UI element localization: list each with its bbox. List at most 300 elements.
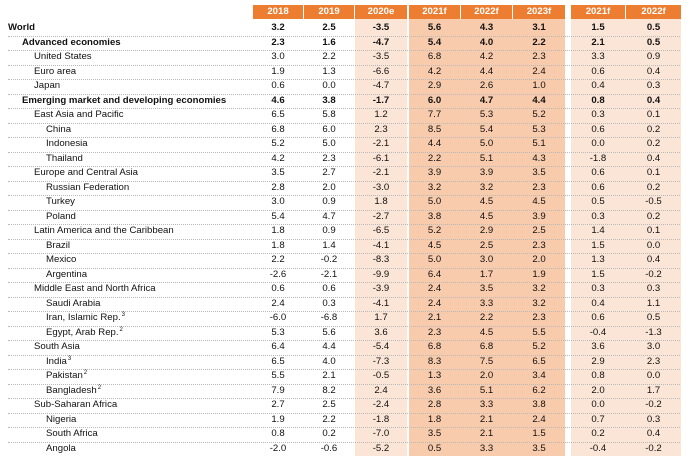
cell-2020e: -6.1 xyxy=(372,152,390,164)
cell-right-2022f: 0.0 xyxy=(646,239,661,251)
cell-2018: -2.6 xyxy=(269,268,287,280)
cell-2021f: 2.4 xyxy=(427,297,442,309)
cell-2021f: 3.8 xyxy=(427,210,442,222)
cell-right-2021f: 0.0 xyxy=(591,138,605,149)
cell-2019: 8.2 xyxy=(322,384,336,396)
cell-right-2021f: -0.4 xyxy=(589,442,607,454)
row-label-text: Europe and Central Asia xyxy=(34,167,138,178)
table-row xyxy=(0,297,690,312)
row-label-text: Mexico xyxy=(46,254,77,265)
cell-right-2021f: 0.2 xyxy=(591,428,605,439)
cell-right-2021f: 0.0 xyxy=(591,399,605,410)
cell-right-2021f: 0.8 xyxy=(591,94,605,106)
table-row xyxy=(0,384,690,399)
row-label xyxy=(46,427,98,442)
cell-2020e: 3.6 xyxy=(374,326,388,338)
cell-2023f: 2.3 xyxy=(532,312,546,323)
cell-right-2021f: 0.6 xyxy=(591,312,605,323)
cell-2018: 0.8 xyxy=(271,428,285,439)
row-label-text: Iran, Islamic Rep. xyxy=(46,312,121,323)
cell-2023f: 2.3 xyxy=(532,181,546,193)
table-row xyxy=(0,253,690,268)
cell-2019: 5.8 xyxy=(322,109,336,120)
cell-right-2022f: 0.5 xyxy=(646,22,661,33)
header-right-2021f: 2021f xyxy=(571,5,625,19)
cell-right-2021f: 0.5 xyxy=(591,196,605,207)
row-label-text: Brazil xyxy=(46,239,70,251)
row-label xyxy=(46,326,123,341)
cell-2021f: 0.5 xyxy=(427,442,442,454)
cell-2020e: 1.7 xyxy=(374,312,388,323)
table-row xyxy=(0,181,690,196)
row-label-text: Emerging market and developing economies xyxy=(22,94,227,106)
cell-2021f: 5.6 xyxy=(427,22,442,33)
cell-2022f: 5.0 xyxy=(479,138,494,149)
cell-right-2021f: 0.4 xyxy=(591,297,605,309)
cell-2018: -6.0 xyxy=(269,312,287,323)
cell-2019: 4.7 xyxy=(322,210,336,222)
cell-2023f: 1.9 xyxy=(532,268,546,280)
cell-2022f: 7.5 xyxy=(479,355,494,367)
cell-2018: 3.2 xyxy=(271,22,285,33)
cell-2020e: -6.6 xyxy=(372,65,390,77)
cell-2019: 6.0 xyxy=(322,123,336,135)
footnote-marker: 2 xyxy=(97,384,102,391)
cell-2019: 4.0 xyxy=(322,355,336,367)
cell-right-2022f: -0.5 xyxy=(645,196,662,207)
cell-2022f: 3.5 xyxy=(479,283,494,294)
cell-2023f: 3.5 xyxy=(532,167,546,178)
row-label xyxy=(34,282,156,297)
cell-2020e: -7.0 xyxy=(372,428,390,439)
table-row xyxy=(0,340,690,355)
row-label-text: Latin America and the Caribbean xyxy=(34,225,174,236)
cell-right-2021f: 1.5 xyxy=(591,239,605,251)
cell-2023f: 3.8 xyxy=(532,399,546,410)
cell-right-2022f: 0.2 xyxy=(646,210,661,222)
row-label-text: Pakistan xyxy=(46,370,83,381)
cell-2020e: -3.5 xyxy=(372,22,390,33)
cell-2020e: -6.5 xyxy=(372,225,390,236)
row-label-text: Bangladesh xyxy=(46,384,97,396)
cell-right-2021f: 0.4 xyxy=(591,80,605,91)
cell-2019: 2.5 xyxy=(322,22,336,33)
cell-2018: 5.2 xyxy=(271,138,285,149)
table-row xyxy=(0,355,690,370)
cell-2019: -0.6 xyxy=(320,442,338,454)
cell-2019: 0.3 xyxy=(322,297,336,309)
cell-2020e: -4.7 xyxy=(372,36,390,48)
cell-2022f: 5.1 xyxy=(479,152,494,164)
cell-2020e: -2.4 xyxy=(372,399,390,410)
row-label xyxy=(46,253,76,268)
cell-right-2022f: 1.1 xyxy=(646,297,661,309)
cell-2020e: -7.3 xyxy=(372,355,390,367)
cell-2021f: 4.5 xyxy=(427,239,442,251)
cell-2018: 5.4 xyxy=(271,210,285,222)
cell-2021f: 2.3 xyxy=(427,326,442,338)
row-label-text: Turkey xyxy=(46,196,75,207)
cell-2023f: 3.1 xyxy=(532,22,546,33)
cell-2019: 1.4 xyxy=(322,239,336,251)
row-label-text: Egypt, Arab Rep. xyxy=(46,326,119,338)
cell-right-2021f: 1.5 xyxy=(591,22,605,33)
row-label xyxy=(46,413,76,428)
cell-2021f: 5.4 xyxy=(427,36,442,48)
cell-2022f: 4.3 xyxy=(479,22,494,33)
cell-2019: 2.2 xyxy=(322,51,336,62)
cell-right-2022f: 0.3 xyxy=(646,80,661,91)
cell-2018: 0.6 xyxy=(271,80,285,91)
cell-2021f: 6.4 xyxy=(427,268,442,280)
cell-2018: 2.7 xyxy=(271,399,285,410)
row-label xyxy=(46,297,100,312)
cell-right-2022f: 0.9 xyxy=(646,51,661,62)
cell-2023f: 2.4 xyxy=(532,65,546,77)
row-label xyxy=(34,50,92,65)
row-label xyxy=(46,137,88,152)
cell-2023f: 3.4 xyxy=(532,370,546,381)
cell-right-2022f: 0.4 xyxy=(646,254,661,265)
cell-2018: 7.9 xyxy=(271,384,285,396)
cell-2020e: -4.1 xyxy=(372,239,390,251)
cell-2022f: 4.4 xyxy=(479,65,494,77)
cell-2021f: 2.4 xyxy=(427,283,442,294)
row-label-text: South Africa xyxy=(46,428,98,439)
cell-2020e: 1.8 xyxy=(374,196,388,207)
table-row xyxy=(0,79,690,94)
cell-2018: 1.8 xyxy=(271,239,285,251)
table-body xyxy=(0,21,690,456)
cell-2023f: 5.2 xyxy=(532,341,546,352)
cell-2019: 0.9 xyxy=(322,225,336,236)
table-row xyxy=(0,268,690,283)
row-label-text: South Asia xyxy=(34,341,80,352)
cell-right-2021f: 0.8 xyxy=(591,370,605,381)
cell-2018: 1.9 xyxy=(271,65,285,77)
cell-2018: 6.8 xyxy=(271,123,285,135)
cell-2022f: 3.9 xyxy=(479,167,494,178)
cell-2023f: 5.1 xyxy=(532,138,546,149)
row-label xyxy=(22,94,226,109)
cell-right-2022f: 2.3 xyxy=(646,355,661,367)
table-row xyxy=(0,427,690,442)
row-label-text: China xyxy=(46,123,72,135)
cell-2023f: 3.2 xyxy=(532,283,546,294)
cell-2018: -2.0 xyxy=(269,442,287,454)
cell-2022f: 3.3 xyxy=(479,399,494,410)
cell-2023f: 5.2 xyxy=(532,109,546,120)
cell-2022f: 3.3 xyxy=(479,442,494,454)
cell-2019: 0.6 xyxy=(322,283,336,294)
footnote-marker: 2 xyxy=(119,326,123,333)
cell-2022f: 4.0 xyxy=(479,36,494,48)
table-row xyxy=(0,94,690,109)
header-2018: 2018 xyxy=(253,5,303,19)
table-row xyxy=(0,224,690,239)
cell-2022f: 2.9 xyxy=(479,225,494,236)
cell-2023f: 2.3 xyxy=(532,51,546,62)
cell-right-2021f: 0.7 xyxy=(591,413,605,425)
cell-2021f: 2.9 xyxy=(427,80,442,91)
row-label-text: Argentina xyxy=(46,268,88,280)
cell-2021f: 1.3 xyxy=(427,370,442,381)
row-label-text: India xyxy=(46,355,67,367)
cell-2023f: 2.4 xyxy=(532,413,546,425)
cell-2023f: 5.3 xyxy=(532,123,546,135)
cell-2019: -6.8 xyxy=(320,312,338,323)
table-row xyxy=(0,195,690,210)
table-row xyxy=(0,210,690,225)
cell-right-2022f: 0.5 xyxy=(646,312,661,323)
cell-2023f: 4.3 xyxy=(532,152,546,164)
cell-2019: 2.7 xyxy=(322,167,336,178)
cell-2019: 2.5 xyxy=(322,399,336,410)
row-label-text: World xyxy=(8,22,36,33)
table-row xyxy=(0,137,690,152)
table-row xyxy=(0,442,690,456)
cell-2022f: 5.3 xyxy=(479,109,494,120)
row-label-text: Angola xyxy=(46,442,76,454)
cell-2023f: 3.5 xyxy=(532,442,546,454)
cell-right-2022f: 3.0 xyxy=(646,341,661,352)
cell-2020e: -3.5 xyxy=(372,51,390,62)
cell-right-2022f: 0.3 xyxy=(646,413,661,425)
cell-right-2022f: -0.2 xyxy=(645,442,662,454)
cell-2020e: -1.7 xyxy=(372,94,390,106)
table-row xyxy=(0,50,690,65)
row-label xyxy=(46,268,87,283)
table-row xyxy=(0,108,690,123)
cell-2019: 2.0 xyxy=(322,181,336,193)
header-2019: 2019 xyxy=(304,5,354,19)
header-2021f: 2021f xyxy=(409,5,460,19)
cell-2018: 6.5 xyxy=(271,109,285,120)
row-label-text: Indonesia xyxy=(46,138,88,149)
cell-2020e: -8.3 xyxy=(372,254,390,265)
cell-2018: 3.0 xyxy=(271,196,285,207)
header-right-2022f: 2022f xyxy=(626,5,681,19)
row-label-text: Japan xyxy=(34,80,61,91)
cell-right-2021f: -0.4 xyxy=(589,326,607,338)
cell-2020e: 1.2 xyxy=(374,109,388,120)
table-row xyxy=(0,21,690,36)
row-label xyxy=(46,384,101,399)
row-label xyxy=(22,36,121,51)
cell-right-2022f: 0.0 xyxy=(646,370,661,381)
footnote-marker: 2 xyxy=(83,370,88,376)
cell-2019: 1.6 xyxy=(322,36,336,48)
cell-right-2022f: 0.4 xyxy=(646,428,661,439)
cell-2023f: 1.0 xyxy=(532,80,546,91)
cell-right-2022f: -0.2 xyxy=(645,399,662,410)
cell-2020e: 2.4 xyxy=(374,384,388,396)
cell-2020e: -9.9 xyxy=(372,268,390,280)
table-row xyxy=(0,326,690,341)
cell-2021f: 3.5 xyxy=(427,428,442,439)
cell-right-2021f: 0.3 xyxy=(591,283,605,294)
cell-2022f: 4.5 xyxy=(479,326,494,338)
cell-2018: 2.4 xyxy=(271,297,285,309)
cell-2018: 6.5 xyxy=(271,355,285,367)
cell-2022f: 6.8 xyxy=(479,341,494,352)
cell-2023f: 6.5 xyxy=(532,355,546,367)
cell-2021f: 4.4 xyxy=(427,138,442,149)
cell-2022f: 4.5 xyxy=(479,210,494,222)
cell-right-2022f: 0.4 xyxy=(646,152,661,164)
cell-right-2022f: 1.7 xyxy=(646,384,661,396)
cell-2021f: 3.6 xyxy=(427,384,442,396)
cell-right-2022f: -0.2 xyxy=(645,268,662,280)
table-row xyxy=(0,123,690,138)
cell-right-2021f: 2.0 xyxy=(591,384,605,396)
row-label xyxy=(34,340,80,355)
cell-right-2022f: 0.3 xyxy=(646,283,661,294)
row-label-text: Middle East and North Africa xyxy=(34,283,156,294)
cell-2021f: 1.8 xyxy=(427,413,442,425)
cell-2019: 4.4 xyxy=(322,341,336,352)
cell-2020e: -3.0 xyxy=(372,181,390,193)
cell-2018: 4.6 xyxy=(271,94,285,106)
cell-2022f: 2.1 xyxy=(479,428,494,439)
cell-2019: 5.0 xyxy=(322,138,336,149)
row-label xyxy=(34,398,117,413)
cell-right-2022f: 0.2 xyxy=(646,138,661,149)
cell-2023f: 1.5 xyxy=(532,428,546,439)
cell-2018: 0.6 xyxy=(271,283,285,294)
cell-2021f: 6.8 xyxy=(427,341,442,352)
cell-2020e: -2.1 xyxy=(372,138,390,149)
cell-2020e: -4.7 xyxy=(372,80,390,91)
cell-2021f: 3.2 xyxy=(427,181,442,193)
cell-2021f: 5.0 xyxy=(427,254,442,265)
cell-2023f: 6.2 xyxy=(532,384,546,396)
row-label xyxy=(46,442,76,456)
cell-right-2021f: 0.6 xyxy=(591,65,605,77)
cell-2020e: -4.1 xyxy=(372,297,390,309)
row-label xyxy=(46,195,75,210)
cell-2019: 0.9 xyxy=(322,196,336,207)
row-label-text: East Asia and Pacific xyxy=(34,109,124,120)
cell-2022f: 5.1 xyxy=(479,384,494,396)
cell-2020e: -0.5 xyxy=(372,370,390,381)
cell-2020e: -2.1 xyxy=(372,167,390,178)
cell-2022f: 2.0 xyxy=(479,370,494,381)
row-label xyxy=(46,369,87,384)
cell-2019: 5.6 xyxy=(322,326,336,338)
cell-2018: 2.2 xyxy=(271,254,285,265)
cell-2019: 2.3 xyxy=(322,152,336,164)
cell-2018: 2.3 xyxy=(271,36,285,48)
cell-2022f: 3.2 xyxy=(479,181,494,193)
cell-2022f: 2.1 xyxy=(479,413,494,425)
cell-2021f: 6.8 xyxy=(427,51,442,62)
row-label-text: Poland xyxy=(46,210,76,222)
cell-2023f: 2.3 xyxy=(532,239,546,251)
cell-2022f: 5.4 xyxy=(479,123,494,135)
table-row xyxy=(0,369,690,384)
row-label xyxy=(34,79,60,94)
row-label xyxy=(34,65,76,80)
cell-2021f: 4.2 xyxy=(427,65,442,77)
cell-2019: 3.8 xyxy=(322,94,336,106)
cell-2022f: 3.0 xyxy=(479,254,494,265)
cell-2021f: 6.0 xyxy=(427,94,442,106)
cell-right-2021f: 2.1 xyxy=(591,36,605,48)
cell-2020e: 2.3 xyxy=(374,123,388,135)
header-2022f: 2022f xyxy=(461,5,512,19)
cell-2023f: 4.4 xyxy=(532,94,546,106)
table-row xyxy=(0,239,690,254)
cell-2018: 4.2 xyxy=(271,152,285,164)
cell-2023f: 2.2 xyxy=(532,36,546,48)
cell-2021f: 2.1 xyxy=(427,312,442,323)
cell-right-2021f: 0.6 xyxy=(591,181,605,193)
row-label xyxy=(46,152,83,167)
table-row xyxy=(0,152,690,167)
cell-right-2021f: 1.4 xyxy=(591,225,605,236)
cell-2021f: 7.7 xyxy=(427,109,442,120)
cell-right-2021f: 1.5 xyxy=(591,268,605,280)
cell-2023f: 4.5 xyxy=(532,196,546,207)
cell-right-2021f: 3.3 xyxy=(591,51,605,62)
cell-2019: 0.2 xyxy=(322,428,336,439)
cell-right-2022f: 0.1 xyxy=(646,225,661,236)
row-label xyxy=(46,311,125,326)
cell-2023f: 2.0 xyxy=(532,254,546,265)
row-label xyxy=(46,239,70,254)
cell-right-2021f: 0.3 xyxy=(591,109,605,120)
cell-2020e: -2.7 xyxy=(372,210,390,222)
cell-right-2022f: 0.5 xyxy=(646,36,661,48)
table-row xyxy=(0,311,690,326)
cell-2021f: 8.3 xyxy=(427,355,442,367)
cell-2022f: 3.3 xyxy=(479,297,494,309)
table-row xyxy=(0,398,690,413)
cell-2018: 5.5 xyxy=(271,370,285,381)
table-row xyxy=(0,166,690,181)
footnote-marker: 3 xyxy=(67,355,72,362)
row-label xyxy=(46,123,71,138)
row-label xyxy=(8,21,35,36)
cell-2018: 3.5 xyxy=(271,167,285,178)
cell-right-2022f: 0.1 xyxy=(646,109,661,120)
cell-2018: 1.9 xyxy=(271,413,285,425)
cell-right-2021f: 0.3 xyxy=(591,210,605,222)
table-row xyxy=(0,65,690,80)
cell-2023f: 3.9 xyxy=(532,210,546,222)
table-row xyxy=(0,413,690,428)
row-label-text: Nigeria xyxy=(46,413,77,425)
row-label-text: Thailand xyxy=(46,152,83,164)
cell-2020e: -5.4 xyxy=(372,341,390,352)
cell-right-2021f: 1.3 xyxy=(591,254,605,265)
cell-right-2022f: -1.3 xyxy=(645,326,662,338)
cell-2022f: 4.7 xyxy=(479,94,494,106)
cell-2019: -0.2 xyxy=(320,254,338,265)
row-label xyxy=(46,181,129,196)
cell-2023f: 2.5 xyxy=(532,225,546,236)
cell-2022f: 1.7 xyxy=(479,268,494,280)
cell-right-2021f: 0.6 xyxy=(591,123,605,135)
cell-2019: -2.1 xyxy=(320,268,338,280)
cell-2021f: 8.5 xyxy=(427,123,442,135)
row-label xyxy=(34,166,138,181)
header-2023f: 2023f xyxy=(513,5,565,19)
cell-2020e: -3.9 xyxy=(372,283,390,294)
cell-2020e: -5.2 xyxy=(372,442,390,454)
cell-2021f: 2.2 xyxy=(427,152,442,164)
